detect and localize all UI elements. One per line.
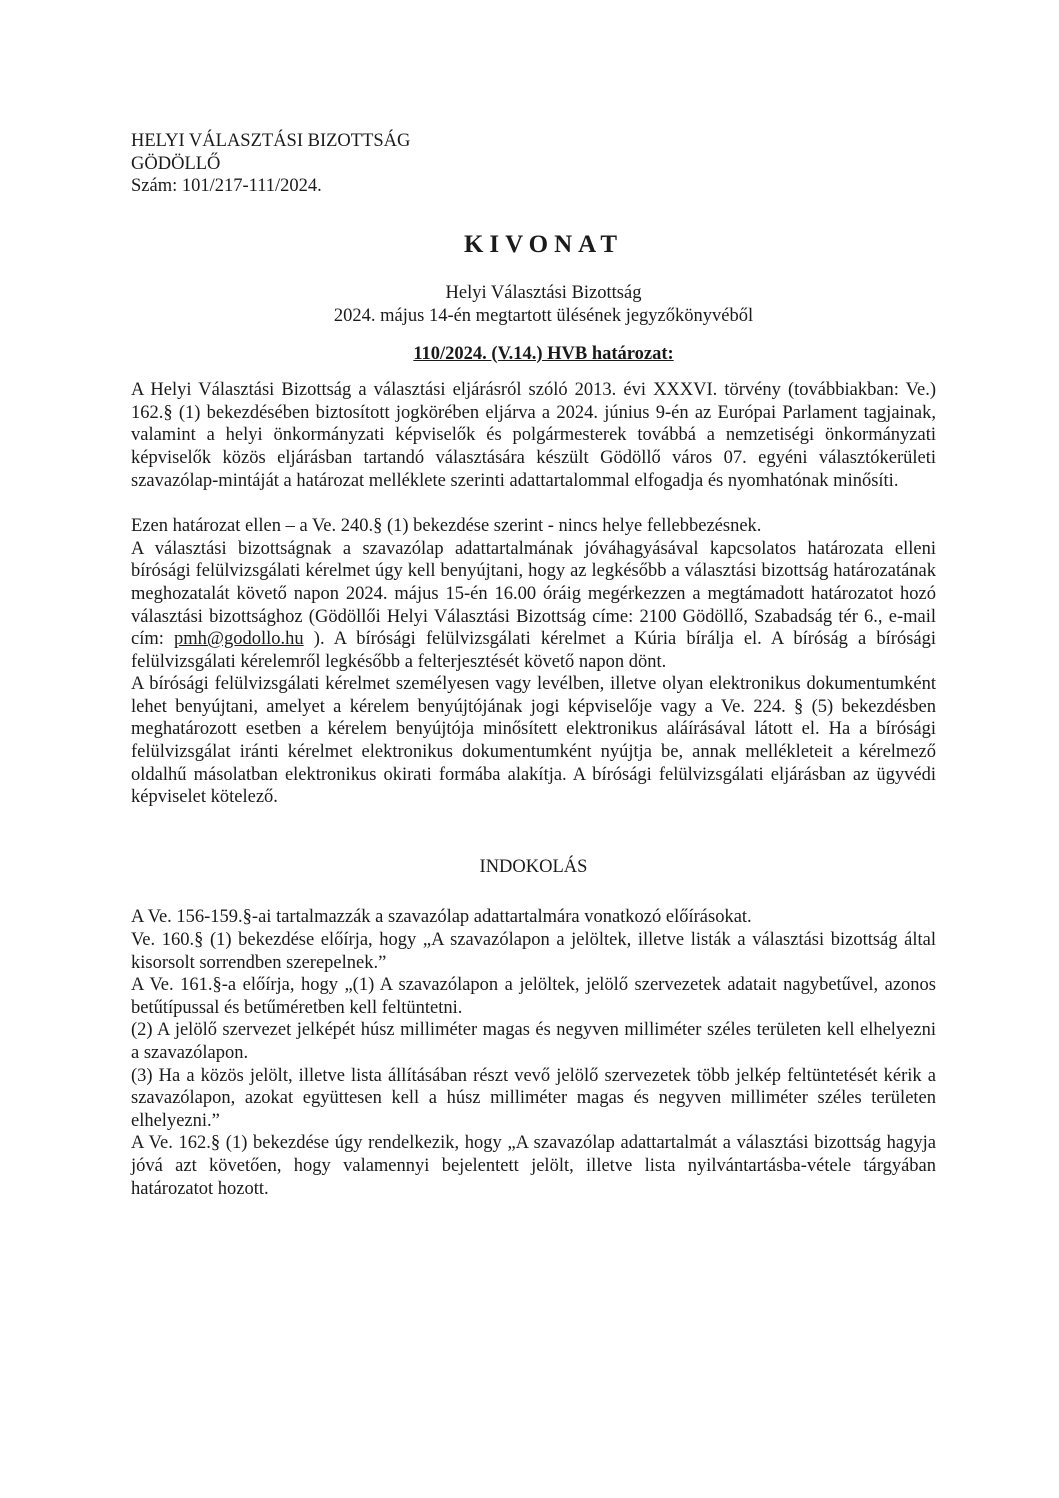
document-title: KIVONAT [463,230,624,258]
subtitle-minutes: 2024. május 14-én megtartott ülésének jegyzőkönyvéből [333,305,754,326]
submission-paragraph: A bírósági felülvizsgálati kérelmet személyesen vagy levélben, illetve olyan elektronikus dokumentumként lehet benyújtani, amelyet a kérelem benyújtójának jogi képviselője vagy a Ve. 224. § (5) bekezdésben meghatározott esetben a kérelem benyújtója minősített elektronikus aláírásával látott el. Ha a bírósági felülvizsgálat iránti kérelmet elektronikus dokumentumként nyújtja be, annak mellékleteit a kérelmező oldalhű másolatban elektronikus okirati formába alakítja. A bírósági felülvizsgálati eljárásban az ügyvédi képviselet kötelező. [131,674,936,808]
review-paragraph [131,538,936,674]
appeal-line: Ezen határozat ellen – a Ve. 240.§ (1) bekezdése szerint - nincs helye fellebbezésnek. [131,516,762,537]
reasoning-paragraph: A Ve. 162.§ (1) bekezdése úgy rendelkezik, hogy „A szavazólap adattartalmát a választási bizottság hagyja jóvá azt követően, hogy valamennyi bejelentett jelölt, illetve lista nyilvántartásba-vétele tárgyában határozatot hozott. [131,1133,936,1199]
review-text-before-link: A választási bizottságnak a szavazólap adattartalmának jóváhagyásával kapcsolatos határozata elleni bírósági felülvizsgálati kérelmet úgy kell benyújtani, hogy az legkésőbb a választási bizottság határozatának meghozatalát követő napon 2024. május 15-én 16.00 óráig megérkezzen a megtámadott határozatot hozó választási bizottsághoz (Gödöllői Helyi Választási Bizottság címe: 2100 Gödöllő, Szabadság tér 6., e-mail cím: [131,538,936,650]
review-text-after-link: ). A bírósági felülvizsgálati kérelmet a Kúria bírálja el. A bíróság a bírósági felülvizsgálati kérelemről legkésőbb a felterjesztését követő napon dönt. [131,629,936,672]
reasoning-paragraph: A Ve. 161.§-a előírja, hogy „(1) A szavazólapon a jelöltek, jelölő szervezetek adatait nagybetűvel, azonos betűtípussal és betűméretben kell feltüntetni. [131,975,936,1018]
subtitle-committee: Helyi Választási Bizottság [445,283,642,304]
reasoning-paragraph: (2) A jelölő szervezet jelképét húsz milliméter magas és negyven milliméter széles területen kell elhelyezni a szavazólapon. [131,1020,936,1063]
spacer [131,492,936,515]
reasoning-heading: INDOKOLÁS [479,856,588,877]
document-number: Szám: 101/217-111/2024. [131,176,322,197]
reasoning-paragraph: (3) Ha a közös jelölt, illetve lista állításában részt vevő jelölő szervezetek több jelkép feltüntetését kérik a szavazólapon, azokat együttesen kell a húsz milliméter magas és negyven milliméter széles területen elhelyezni.” [131,1065,936,1131]
decision-paragraph: A Helyi Választási Bizottság a választási eljárásról szóló 2013. évi XXXVI. törvény (továbbiakban: Ve.) 162.§ (1) bekezdésében biztosított jogkörében eljárva a 2024. június 9-én az Európai Parlament tagjainak, valamint a helyi önkormányzati képviselők és polgármesterek továbbá a nemzetiségi önkormányzati képviselők közös eljárásban tartandó választására készült Gödöllő város 07. egyéni választókerületi szavazólap-mintáját a határozat melléklete szerinti adattartalommal elfogadja és nyomhatónak minősíti. [131,380,936,491]
email-link[interactable]: pmh@godollo.hu [174,629,304,650]
reasoning-paragraph: Ve. 160.§ (1) bekezdése előírja, hogy „A szavazólapon a jelöltek, illetve listák a választási bizottság által kisorsolt sorrendben szerepelnek.” [131,930,936,973]
organization-city: GÖDÖLLŐ [131,153,221,174]
resolution-id: 110/2024. (V.14.) HVB határozat: [413,343,674,364]
organization-name: HELYI VÁLASZTÁSI BIZOTTSÁG [131,131,411,151]
reasoning-paragraph: A Ve. 156-159.§-ai tartalmazzák a szavazólap adattartalmára vonatkozó előírásokat. [131,907,752,928]
